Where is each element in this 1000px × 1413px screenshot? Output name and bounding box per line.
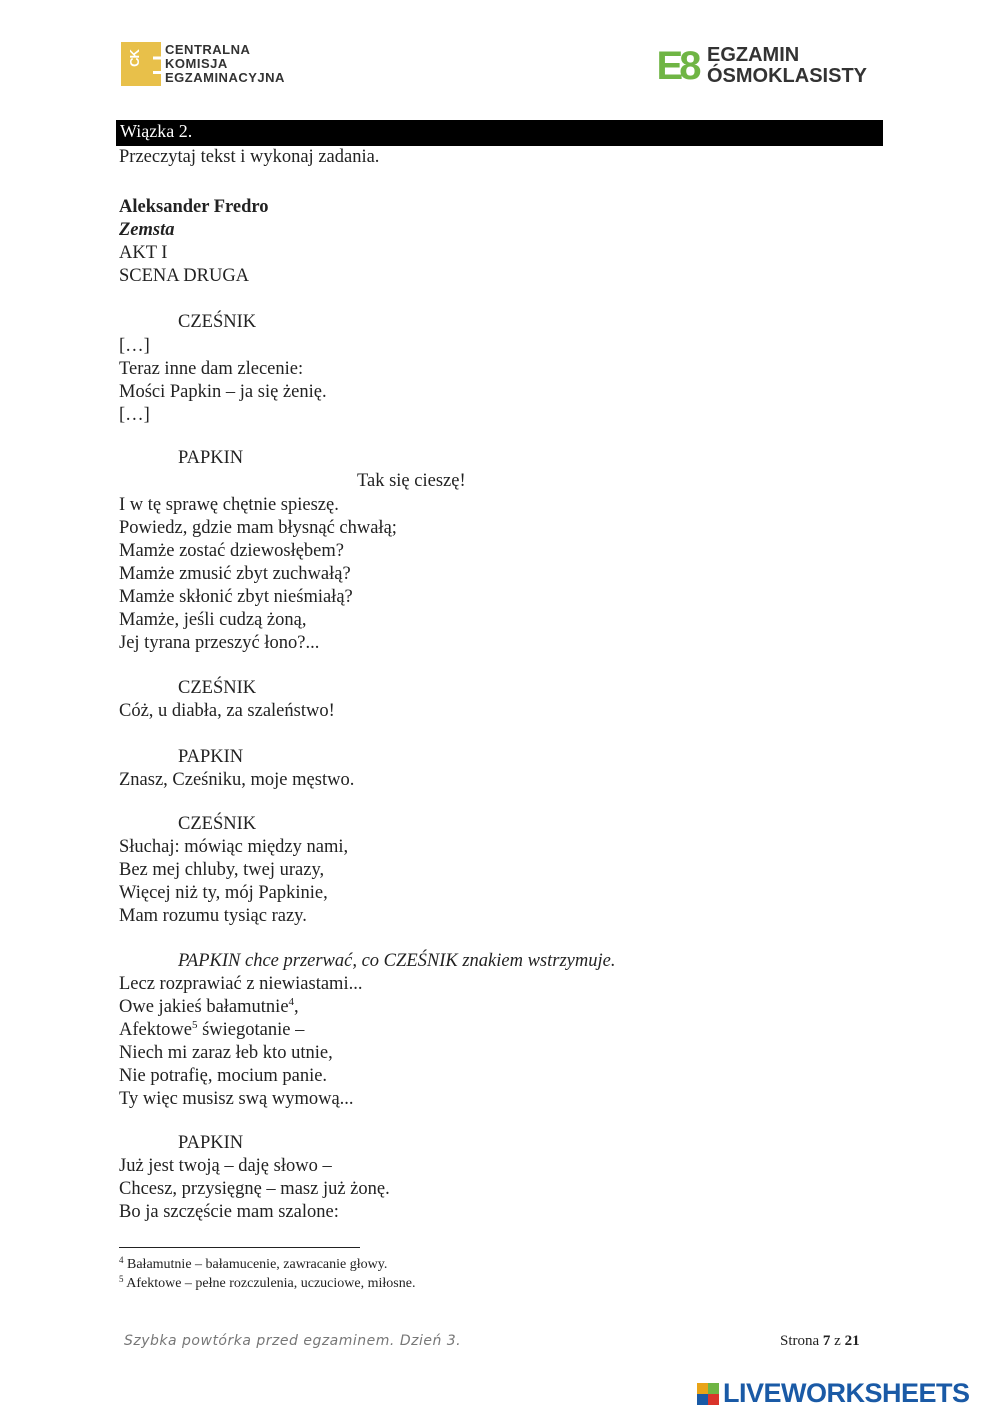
speaker: CZEŚNIK <box>178 678 257 698</box>
speaker: PAPKIN <box>178 448 244 468</box>
section-title: Wiązka 2. <box>120 121 193 141</box>
footnote-ref: 4 <box>288 996 295 1008</box>
e8-line: EGZAMIN <box>707 44 800 66</box>
verse-line: Lecz rozprawiać z niewiastami... <box>119 974 363 994</box>
cke-logo <box>121 42 285 86</box>
speaker: PAPKIN <box>178 1133 244 1153</box>
verse-line: Jej tyrana przeszyć łono?... <box>119 633 320 653</box>
verse-line: Nie potrafię, mocium panie. <box>119 1066 328 1086</box>
e8-logo-text <box>707 45 867 87</box>
liveworksheets-logo <box>697 1378 970 1409</box>
verse-line: Już jest twoją – daję słowo – <box>119 1156 332 1176</box>
liveworksheets-text: LIVEWORKSHEETS <box>723 1378 970 1408</box>
author: Aleksander Fredro <box>119 197 269 217</box>
liveworksheets-icon <box>697 1383 719 1405</box>
verse-line: Więcej niż ty, mój Papkinie, <box>119 883 328 903</box>
footnote-ref: 5 <box>191 1019 198 1031</box>
instruction: Przeczytaj tekst i wykonaj zadania. <box>119 147 380 167</box>
cke-logo-text <box>165 43 285 85</box>
footnote-number: 4 <box>119 1255 124 1265</box>
cke-mark-icon <box>121 42 153 86</box>
e8-logo <box>651 44 867 88</box>
stage-direction: PAPKIN chce przerwać, co CZEŚNIK znakiem wstrzymuje. <box>178 951 616 971</box>
footnote-text: Afektowe – pełne rozczulenia, uczuciowe, miłosne. <box>123 1276 416 1291</box>
verse-line: Chcesz, przysięgnę – masz już żonę. <box>119 1179 390 1199</box>
speaker: CZEŚNIK <box>178 814 257 834</box>
cke-mark-text: CK <box>126 50 142 67</box>
verse-line: Powiedz, gdzie mam błysnąć chwałą; <box>119 518 397 538</box>
verse-line <box>119 996 299 1019</box>
footnote-text: Bałamutnie – bałamucenie, zawracanie głowy. <box>123 1257 388 1272</box>
page-total: 21 <box>844 1333 860 1349</box>
verse-line: Bez mej chluby, twej urazy, <box>119 860 325 880</box>
verse-line: […] <box>119 405 150 425</box>
work-title: Zemsta <box>119 220 175 240</box>
speaker: CZEŚNIK <box>178 312 257 332</box>
e8-line: ÓSMOKLASISTY <box>707 65 868 87</box>
footnote-divider <box>119 1247 360 1248</box>
footnote <box>119 1256 387 1274</box>
cke-line: CENTRALNA <box>165 42 251 57</box>
e8-mark-icon: E8 <box>656 43 698 88</box>
verse-line: Mamże skłonić zbyt nieśmiałą? <box>119 587 353 607</box>
verse-line: Mamże zostać dziewosłębem? <box>119 541 344 561</box>
verse-line: Cóż, u diabła, za szaleństwo! <box>119 701 335 721</box>
verse-line: Mości Papkin – ja się żenię. <box>119 382 327 402</box>
speaker: PAPKIN <box>178 747 244 767</box>
logo-square <box>697 1394 708 1405</box>
logo-square <box>708 1383 719 1394</box>
verse-line <box>119 1019 304 1042</box>
scene: SCENA DRUGA <box>119 266 250 286</box>
verse-line: Niech mi zaraz łeb kto utnie, <box>119 1043 333 1063</box>
verse-line: Mam rozumu tysiąc razy. <box>119 906 307 926</box>
page-prefix: Strona <box>780 1333 823 1349</box>
verse-line: Ty więc musisz swą wymową... <box>119 1089 354 1109</box>
verse-line: Mamże, jeśli cudzą żoną, <box>119 610 307 630</box>
footnote-number: 5 <box>119 1274 124 1284</box>
verse-line: I w tę sprawę chętnie spieszę. <box>119 495 339 515</box>
verse-line: Słuchaj: mówiąc między nami, <box>119 837 349 857</box>
page-current: 7 <box>822 1333 831 1349</box>
verse-text: Owe jakieś bałamutnie <box>119 997 289 1017</box>
verse-line: […] <box>119 336 150 356</box>
verse-line: Bo ja szczęście mam szalone: <box>119 1202 339 1222</box>
act: AKT I <box>119 243 168 263</box>
verse-line: Mamże zmusić zbyt zuchwałą? <box>119 564 351 584</box>
footer-note: Szybka powtórka przed egzaminem. Dzień 3. <box>124 1333 462 1349</box>
page-sep: z <box>830 1333 845 1349</box>
logo-square <box>697 1383 708 1394</box>
verse-text: , <box>294 997 299 1017</box>
cke-line: KOMISJA <box>165 56 228 71</box>
logo-square <box>708 1394 719 1405</box>
section-title-bar <box>116 120 883 146</box>
cke-line: EGZAMINACYJNA <box>165 70 285 85</box>
verse-text: świegotanie – <box>197 1020 305 1040</box>
verse-text: Afektowe <box>119 1020 192 1040</box>
verse-line: Znasz, Cześniku, moje męstwo. <box>119 770 355 790</box>
verse-line: Tak się cieszę! <box>357 471 466 491</box>
verse-line: Teraz inne dam zlecenie: <box>119 359 304 379</box>
page-number <box>780 1333 860 1350</box>
footnote <box>119 1275 415 1293</box>
